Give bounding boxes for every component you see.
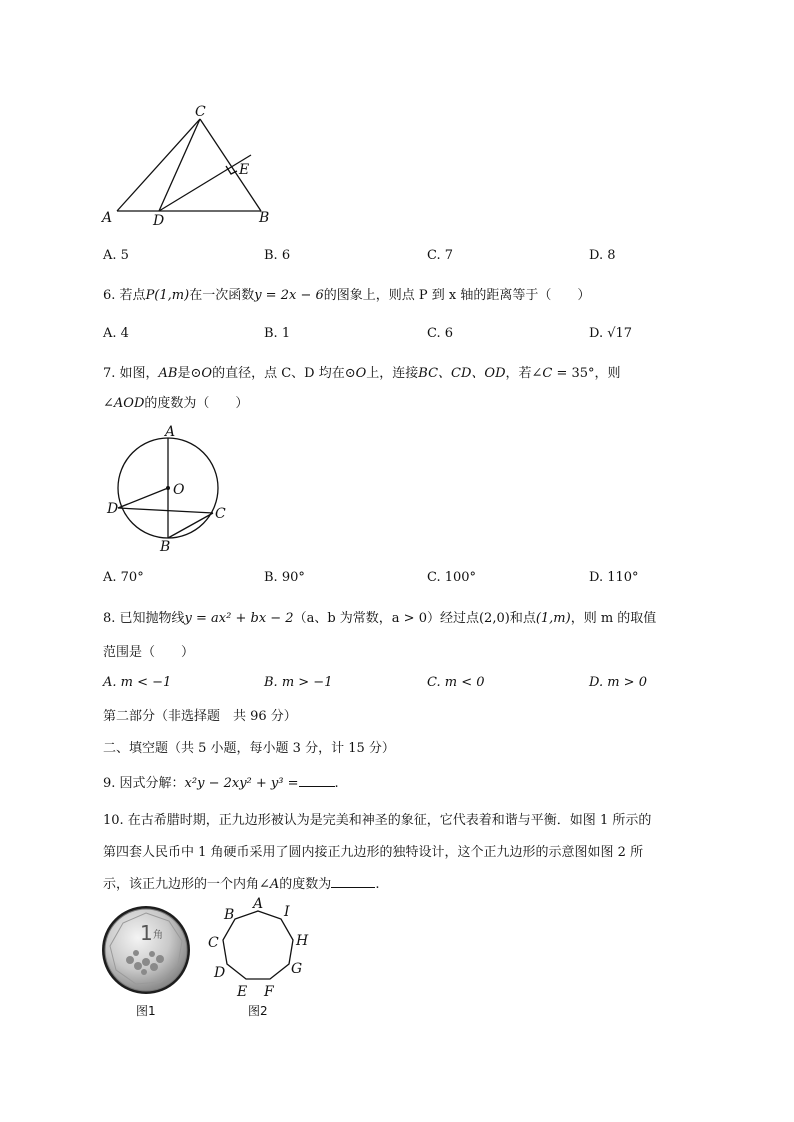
q9-text-post: . — [334, 776, 339, 791]
q7-text-e: ，若∠ — [505, 366, 543, 381]
q7-o1: O — [201, 366, 213, 381]
q7-text-g: 的度数为（ ） — [144, 396, 249, 411]
q6-number: 6. — [103, 288, 116, 303]
q8-point2: (1,m) — [535, 611, 571, 626]
q10-line2: 第四套人民币中 1 角硬币采用了圆内接正九边形的独特设计，这个正九边形的示意图如图 2 所 — [103, 845, 644, 860]
q7-text-a: 7. 如图， — [103, 366, 159, 381]
q7-text-d: 上，连接 — [366, 366, 419, 381]
q6-text-mid: 在一次函数 — [189, 288, 255, 303]
q7-option-c: C. 100° — [427, 570, 477, 585]
q10-line3 — [103, 873, 379, 892]
q5-option-d: D. 8 — [589, 248, 616, 263]
q8-function: y = ax² + bx − 2 — [184, 611, 294, 626]
q10-line1: 10. 在古希腊时期，正九边形被认为是完美和神圣的象征，它代表着和谐与平衡．如图 1 所示的 — [103, 813, 652, 828]
q6-text-pre: 若点 — [119, 288, 146, 303]
q9-text-pre: 9. 因式分解： — [103, 776, 185, 791]
q6-options — [103, 326, 703, 344]
q8-options — [103, 675, 703, 693]
caption-figure2: 图2 — [248, 1004, 268, 1018]
q6-text-post: 的图象上，则点 P 到 x 轴的距离等于（ ） — [323, 288, 591, 303]
label-D: D — [153, 213, 165, 229]
q7-stem-line2 — [103, 392, 248, 411]
q7-angle: ∠AOD — [103, 396, 145, 411]
q7-text-b: 是⊙ — [177, 366, 202, 381]
q8-option-b: B. m > −1 — [264, 675, 333, 690]
nonagon-label-C: C — [208, 935, 219, 951]
q5-options — [103, 248, 703, 266]
q8-option-a: A. m < −1 — [103, 675, 172, 690]
q7-stem-line1 — [103, 362, 621, 381]
q7-text-c: 的直径，点 C、D 均在⊙ — [212, 366, 356, 381]
q5-option-a: A. 5 — [103, 248, 129, 263]
nonagon-label-D: D — [214, 965, 226, 981]
circle-label-O: O — [173, 482, 185, 498]
coin-image — [100, 904, 192, 996]
q5-option-b: B. 6 — [264, 248, 291, 263]
q8-text-pre: 8. 已知抛物线 — [103, 611, 185, 626]
label-C: C — [195, 104, 206, 120]
q7-ab: AB — [158, 366, 178, 381]
q10-text-end: . — [375, 877, 380, 892]
q6-option-d: D. √17 — [589, 326, 633, 341]
q7-option-a: A. 70° — [103, 570, 144, 585]
q8-point1: (2,0) — [478, 611, 510, 626]
circle-label-A: A — [165, 424, 176, 440]
section2-heading: 二、填空题（共 5 小题，每小题 3 分，计 15 分） — [103, 741, 395, 756]
nonagon-label-E: E — [237, 984, 248, 1000]
triangle-figure — [95, 100, 285, 232]
q9-stem — [103, 772, 339, 791]
q10-text-post: 的度数为 — [279, 877, 332, 892]
q7-c: C — [542, 366, 553, 381]
circle-label-D: D — [107, 501, 119, 517]
q8-stem-line2: 范围是（ ） — [103, 645, 195, 660]
label-E: E — [239, 162, 250, 178]
q7-o2: O — [355, 366, 367, 381]
q6-point: P(1,m) — [145, 288, 190, 303]
q7-options — [103, 570, 703, 588]
label-A: A — [102, 210, 113, 226]
caption-figure1: 图1 — [136, 1004, 156, 1018]
q7-text-f: = 35°，则 — [552, 366, 621, 381]
q8-option-d: D. m > 0 — [589, 675, 647, 690]
q10-angle: ∠A — [259, 877, 280, 892]
q10-answer-blank[interactable] — [331, 875, 375, 888]
q8-stem-line1 — [103, 607, 656, 626]
nonagon-label-G: G — [291, 961, 303, 977]
q6-option-b: B. 1 — [264, 326, 291, 341]
q6-option-c: C. 6 — [427, 326, 454, 341]
part2-heading: 第二部分（非选择题 共 96 分） — [103, 709, 297, 724]
q6-stem — [103, 284, 590, 303]
q9-expression: x²y − 2xy² + y³ = — [184, 776, 299, 791]
circle-figure — [102, 424, 236, 556]
q5-option-c: C. 7 — [427, 248, 454, 263]
circle-label-C: C — [215, 506, 226, 522]
q9-answer-blank[interactable] — [299, 774, 335, 787]
q10-text-pre: 示，该正九边形的一个内角 — [103, 877, 260, 892]
q7-segments: BC、CD、OD — [418, 366, 506, 381]
coin-numeral: 1 — [140, 921, 153, 945]
q7-option-d: D. 110° — [589, 570, 639, 585]
coin-character: 角 — [153, 930, 163, 941]
q8-option-c: C. m < 0 — [427, 675, 485, 690]
q6-option-a: A. 4 — [103, 326, 129, 341]
q7-option-b: B. 90° — [264, 570, 305, 585]
nonagon-label-B: B — [224, 907, 235, 923]
nonagon-label-H: H — [296, 933, 309, 949]
q8-text-mid: 和点 — [509, 611, 536, 626]
nonagon-figure — [203, 896, 313, 1002]
nonagon-label-I: I — [284, 904, 290, 920]
q8-text-post: ，则 m 的取值 — [570, 611, 657, 626]
q6-function: y = 2x − 6 — [254, 288, 324, 303]
label-B: B — [259, 210, 270, 226]
circle-label-B: B — [160, 539, 171, 555]
nonagon-label-A: A — [253, 896, 264, 912]
nonagon-label-F: F — [264, 984, 274, 1000]
q8-condition: （a、b 为常数，a > 0）经过点 — [293, 611, 479, 626]
